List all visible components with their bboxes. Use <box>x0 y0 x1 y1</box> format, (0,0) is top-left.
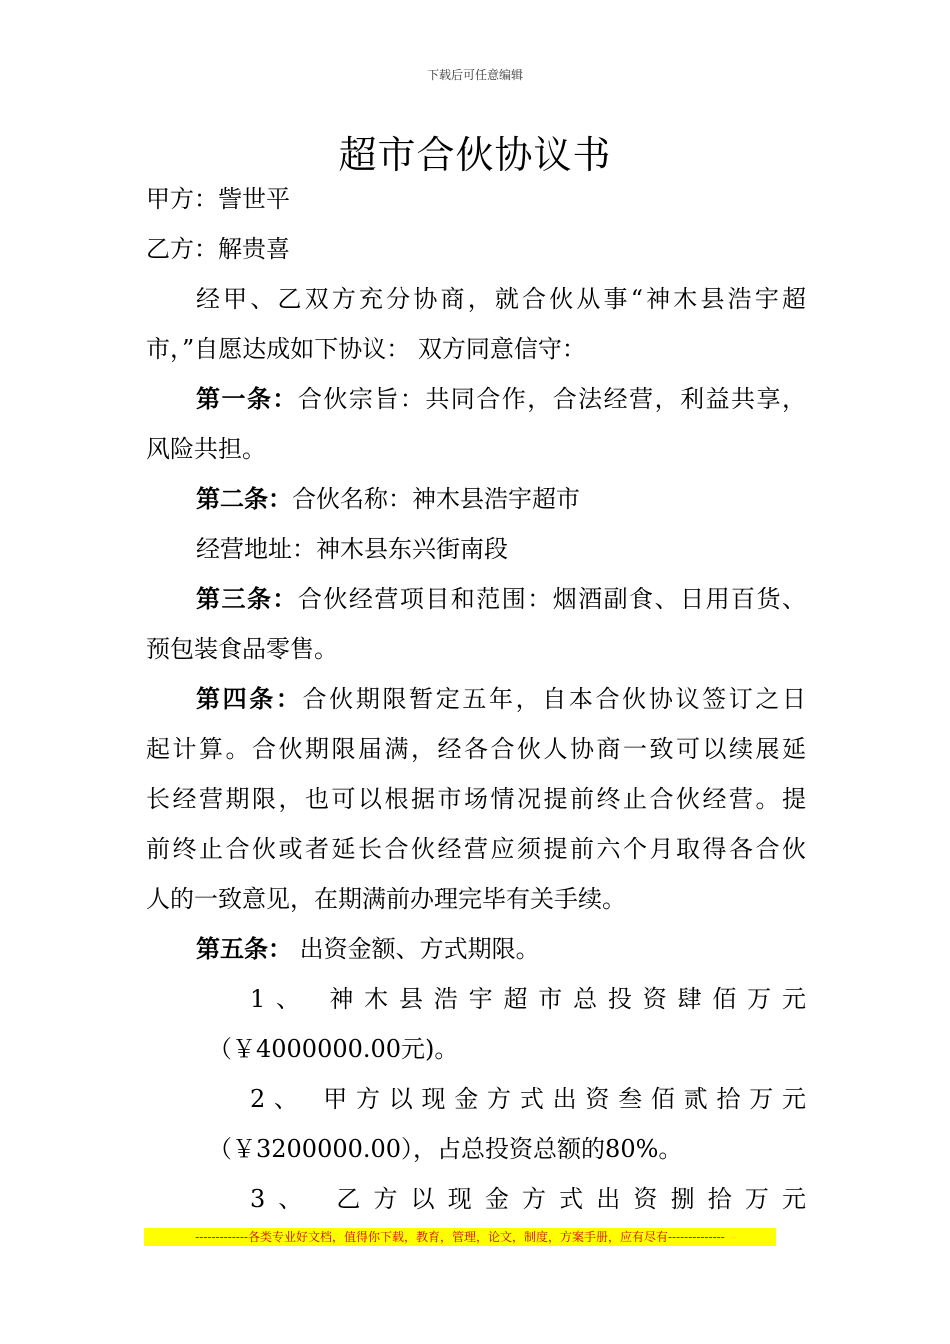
article-5-item-2-cont: （￥3200000.00），占总投资总额的80%。 <box>208 1135 683 1163</box>
article-1-text: 合伙宗旨：共同合作，合法经营，利益共享， <box>297 385 807 413</box>
article-3-label: 第三条： <box>196 584 298 613</box>
party-a: 甲方：訾世平 <box>146 185 290 213</box>
article-4-cont-4: 人的一致意见，在期满前办理完毕有关手续。 <box>146 885 626 913</box>
article-4-text: 合伙期限暂定五年，自本合伙协议签订之日 <box>302 685 806 713</box>
article-5-item-2: 2、 甲方以现金方式出资叁佰贰拾万元 <box>250 1085 806 1113</box>
article-4-cont-3: 前终止合伙或者延长合伙经营应须提前六个月取得各合伙 <box>146 835 806 863</box>
article-5-text: 出资金额、方式期限。 <box>292 935 540 963</box>
article-2-address: 经营地址：神木县东兴街南段 <box>196 535 508 563</box>
article-2 <box>196 484 806 514</box>
article-4-cont-1: 起计算。合伙期限届满，经各合伙人协商一致可以续展延 <box>146 735 806 763</box>
article-5-item-1: 1、 神木县浩宇超市总投资肆佰万元 <box>250 985 806 1013</box>
article-5-label: 第五条： <box>196 934 292 963</box>
article-3 <box>196 584 806 614</box>
article-2-label: 第二条： <box>196 484 292 513</box>
document-title: 超市合伙协议书 <box>338 133 612 177</box>
article-5 <box>196 934 806 964</box>
article-4 <box>196 684 806 714</box>
article-5-item-3: 3、 乙方以现金方式出资捌拾万元 <box>250 1185 806 1213</box>
article-1-label: 第一条： <box>196 384 298 413</box>
article-3-text: 合伙经营项目和范围：烟酒副食、日用百货、 <box>297 585 807 613</box>
article-4-cont-2: 长经营期限，也可以根据市场情况提前终止合伙经营。提 <box>146 785 806 813</box>
article-1 <box>196 384 806 414</box>
header-note: 下载后可任意编辑 <box>426 68 523 82</box>
intro-line-1: 经甲、乙双方充分协商，就合伙从事“神木县浩宇超 <box>196 285 806 313</box>
article-5-item-1-cont: （￥4000000.00元)。 <box>208 1035 459 1063</box>
footer-banner: -------------各类专业好文档，值得你下载，教育，管理，论文，制度，方案手册，应有尽有-------------- <box>144 1228 776 1246</box>
intro-line-2: 市，”自愿达成如下协议： 双方同意信守： <box>146 335 586 363</box>
article-2-text: 合伙名称：神木县浩宇超市 <box>292 485 580 513</box>
article-1-cont: 风险共担。 <box>146 435 266 463</box>
article-3-cont: 预包装食品零售。 <box>146 635 338 663</box>
party-b: 乙方：解贵喜 <box>146 235 290 263</box>
article-4-label: 第四条： <box>196 684 303 713</box>
